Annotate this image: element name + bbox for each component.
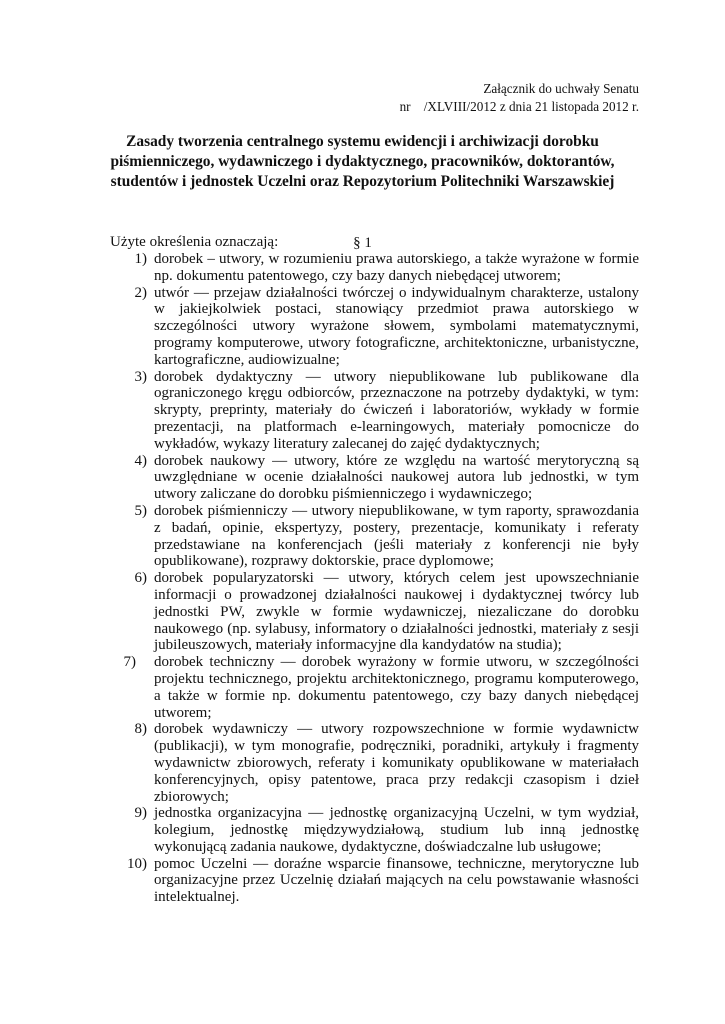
item-text: dorobek techniczny — dorobek wyrażony w formie utworu, w szczególności projektu technicznego, projektu architektonicznego, programu komputerowego, a także w formie np. dokumentu patentowego, czy bazy danych niebędącej utworem; xyxy=(154,654,639,721)
annex-header xyxy=(400,80,639,116)
item-number: 6) xyxy=(134,570,147,587)
list-item xyxy=(0,503,725,570)
list-item xyxy=(0,369,725,453)
item-number: 9) xyxy=(134,805,147,822)
item-text: dorobek – utwory, w rozumieniu prawa autorskiego, a także wyrażone w formie np. dokumentu patentowego, czy bazy danych niebędącej utworem; xyxy=(154,251,639,284)
item-text: pomoc Uczelni — doraźne wsparcie finansowe, techniczne, merytoryczne lub organizacyjne przez Uczelnię działań mających na celu powstawanie własności intelektualnej. xyxy=(154,855,639,906)
item-text: utwór — przejaw działalności twórczej o indywidualnym charakterze, ustalony w jakiejkolwiek postaci, stanowiący przedmiot prawa autorskiego w szczególności utwory wyrażone słowem, symbolami matematycznymi, programy komputerowe, utwory fotograficzne, architektoniczne, urbanistyczne, kartograficzne, audiowizualne; xyxy=(154,284,639,368)
document-title: Zasady tworzenia centralnego systemu ewidencji i archiwizacji dorobku piśmienniczego, wydawniczego i dydaktycznego, pracowników, doktorantów, studentów i jednostek Uczelni oraz Repozytorium Politechniki Warszawskiej xyxy=(110,133,615,190)
section-number: § 1 xyxy=(353,235,372,251)
item-number: 7) xyxy=(123,654,136,671)
item-text: dorobek popularyzatorski — utwory, których celem jest upowszechnianie informacji o prowadzonej działalności naukowej i dydaktycznej twórcy lub jednostki PW, zwykle w formie wydawniczej, niezaliczane do dorobku naukowego (np. sylabusy, informatory o działalności jednostki, materiały z sesji jubileuszowych, materiały informacyjne dla kandydatów na studia); xyxy=(154,570,639,654)
item-number: 10) xyxy=(127,855,147,872)
list-item xyxy=(0,805,725,855)
definitions-list xyxy=(0,251,725,906)
item-text: dorobek piśmienniczy — utwory niepublikowane, w tym raporty, sprawozdania z badań, opinie, ekspertyzy, postery, prezentacje, komunikaty i referaty przedstawiane na konferencjach (jeśli materiały z konferencji nie były opublikowane), rozprawy doktorskie, prace dyplomowe; xyxy=(154,502,639,570)
list-item xyxy=(0,251,725,285)
item-text: dorobek dydaktyczny — utwory niepublikowane lub publikowane dla ograniczonego kręgu odbiorców, przeznaczone na potrzeby dydaktyki, w tym: skrypty, preprinty, materiały do ćwiczeń i laboratoriów, wykłady w formie prezentacji, na platformach e-learningowych, materiały pomocnicze do wykładów, wykazy literatury zalecanej do zajęć dydaktycznych; xyxy=(154,368,639,452)
list-item xyxy=(0,570,725,654)
item-number: 4) xyxy=(134,452,147,469)
item-text: jednostka organizacyjna — jednostkę organizacyjną Uczelni, w tym wydział, kolegium, jednostkę międzywydziałową, studium lub inną jednostkę wykonującą zadania naukowe, dydaktyczne, doświadczalne lub usługowe; xyxy=(154,805,639,855)
item-text: dorobek wydawniczy — utwory rozpowszechnione w formie wydawnictw (publikacji), w tym monografie, podręczniki, poradniki, artykuły i fragmenty wydawnictw zbiorowych, referaty i komunikaty opublikowane w materiałach konferencyjnych, opisy patentowe, praca przy redakcji czasopism i dzieł zbiorowych; xyxy=(154,721,639,805)
list-item xyxy=(0,453,725,503)
section-intro: Użyte określenia oznaczają: xyxy=(110,234,279,250)
list-item xyxy=(0,721,725,805)
list-item xyxy=(0,285,725,369)
annex-line-2: nr /XLVIII/2012 z dnia 21 listopada 2012 r. xyxy=(399,99,639,114)
item-number: 8) xyxy=(134,721,147,738)
list-item xyxy=(0,856,725,906)
item-number: 2) xyxy=(134,284,147,301)
item-number: 5) xyxy=(134,502,147,519)
item-number: 3) xyxy=(134,368,147,385)
item-text: dorobek naukowy — utwory, które ze względu na wartość merytoryczną są uwzględniane w ocenie działalności naukowej autora lub jednostki, w tym utwory zaliczane do dorobku piśmienniczego i wydawniczego; xyxy=(154,452,639,503)
item-number: 1) xyxy=(134,251,147,267)
list-item xyxy=(0,654,725,721)
annex-line-1: Załącznik do uchwały Senatu xyxy=(483,81,639,96)
